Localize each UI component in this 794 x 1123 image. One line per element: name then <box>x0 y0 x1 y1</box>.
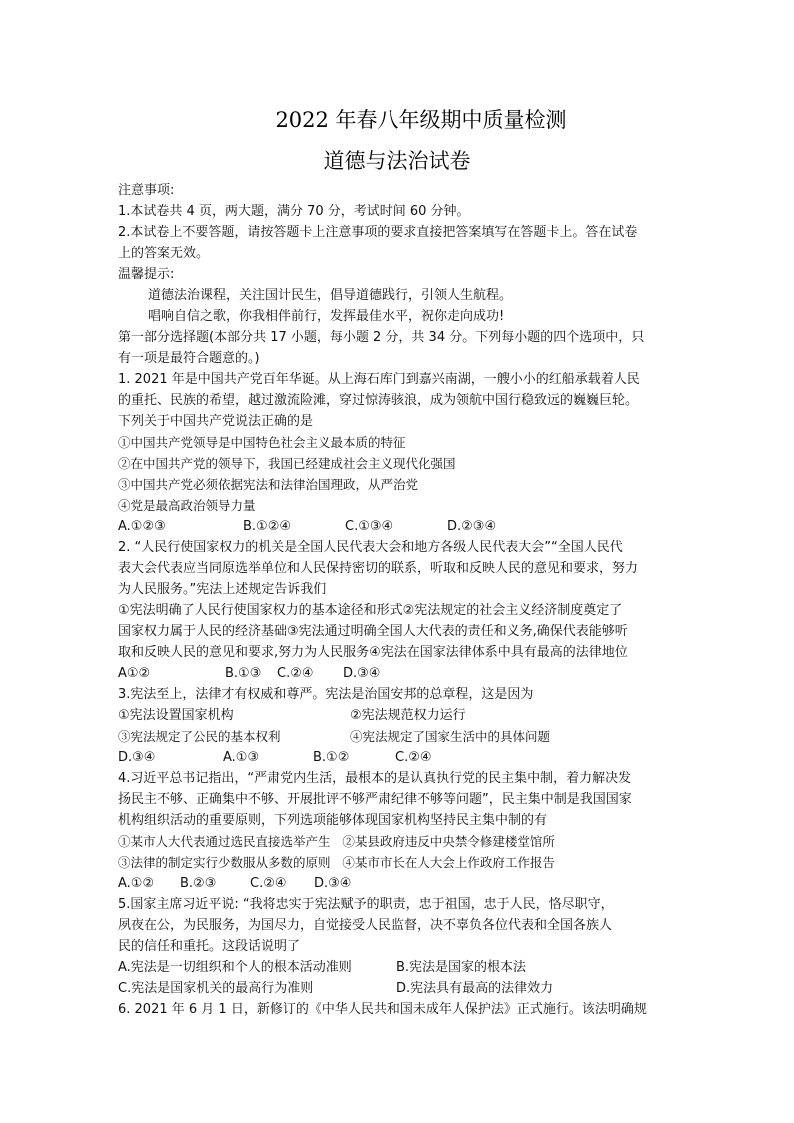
statement: ①宪法明确了人民行使国家权力的基本途径和形式②宪法规定的社会主义经济制度奠定了 <box>118 603 623 618</box>
statement: ②宪法规范权力运行 <box>350 708 466 723</box>
answer-options <box>118 749 678 767</box>
question-stem: 5.国家主席习近平说: “我将忠实于宪法赋予的职责，忠于祖国，忠于人民，恪尽职守， <box>118 897 614 912</box>
statement-row <box>118 728 678 746</box>
question-stem: 3.宪法至上，法律才有权威和尊严。宪法是治国安邦的总章程，这是因为 <box>118 687 534 702</box>
option-a: A.①②③ <box>118 519 166 534</box>
question-stem: 4.习近平总书记指出，“严肃党内生活，最根本的是认真执行党的民主集中制，着力解决发 <box>118 771 632 786</box>
statement: ④党是最高政治领导力量 <box>118 498 256 513</box>
notice-item: 2.本试卷上不要答题，请按答题卡上注意事项的要求直接把答案填写在答题卡上。答在试卷 <box>118 225 638 240</box>
statement: ①宪法设置国家机构 <box>118 708 234 723</box>
answer-options <box>118 875 678 893</box>
option-b: B.①②④ <box>243 519 292 534</box>
exam-title: 2022 年春八年级期中质量检测 <box>275 108 567 132</box>
statement: ④宪法规定了国家生活中的具体问题 <box>350 729 551 744</box>
answer-options <box>118 665 678 683</box>
section-intro: 第一部分选择题(本部分共 17 小题，每小题 2 分，共 34 分。下列每小题的四个选项中，只 <box>118 330 645 345</box>
option-c: C.②④ <box>277 666 314 681</box>
option-b: B.①② <box>313 750 350 765</box>
notice-item: 1.本试卷共 4 页，两大题，满分 70 分，考试时间 60 分钟。 <box>118 204 470 219</box>
question-stem: 2. “人民行使国家权力的机关是全国人民代表大会和地方各级人民代表大会”“全国人民代 <box>118 540 623 555</box>
option-a: A.①② <box>118 876 155 891</box>
statement: ③中国共产党必须依据宪法和法律治国理政，从严治党 <box>118 477 419 492</box>
question-stem: 表大会代表应当同原选举单位和人民保持密切的联系，听取和反映人民的意见和要求，努力 <box>118 561 639 576</box>
tips-line: 道德法治课程，关注国计民生，倡导道德践行，引领人生航程。 <box>148 288 513 303</box>
option-d: D.②③④ <box>447 519 497 534</box>
option-b: B.②③ <box>180 876 217 891</box>
statement: ③宪法规定了公民的基本权利 <box>118 729 281 744</box>
question-stem: 为人民服务。”宪法上述规定告诉我们 <box>118 582 327 597</box>
option-d: D.宪法具有最高的法律效力 <box>396 981 554 996</box>
answer-options <box>118 980 678 998</box>
statement: ③法律的制定实行少数服从多数的原则 ④某市市长在人大会上作政府工作报告 <box>118 855 555 870</box>
question-stem: 的重托、民族的希望，越过激流险滩，穿过惊涛骇浪，成为领航中国行稳致远的巍巍巨轮。 <box>118 393 639 408</box>
question-stem: 6. 2021 年 6 月 1 日，新修订的《中华人民共和国未成年人保护法》正式施行。该法明确规 <box>118 1002 647 1017</box>
statement: ①某市人大代表通过选民直接选举产生 ②某县政府违反中央禁令修建楼堂馆所 <box>118 834 555 849</box>
question-stem: 下列关于中国共产党说法正确的是 <box>118 414 314 429</box>
option-d: D.③④ <box>343 666 381 681</box>
statement: 国家权力属于人民的经济基础③宪法通过明确全国人大代表的责任和义务,确保代表能够听 <box>118 624 628 639</box>
tips-line: 唱响自信之歌，你我相伴前行，发挥最佳水平，祝你走向成功! <box>148 309 505 324</box>
answer-options <box>118 959 678 977</box>
statement-row <box>118 707 678 725</box>
answer-options <box>118 518 678 536</box>
notice-heading: 注意事项: <box>118 183 175 198</box>
option-c: C.宪法是国家机关的最高行为准则 <box>118 981 314 996</box>
question-stem: 夙夜在公，为民服务，为国尽力，自觉接受人民监督，决不辜负各位代表和全国各族人 <box>118 918 613 933</box>
option-b: B.宪法是国家的根本法 <box>396 960 527 975</box>
option-c: C.②④ <box>250 876 287 891</box>
question-stem: 1. 2021 年是中国共产党百年华诞。从上海石库门到嘉兴南湖，一艘小小的红船承载着人民 <box>118 372 640 387</box>
statement: 取和反映人民的意见和要求,努力为人民服务④宪法在国家法律体系中具有最高的法律地位 <box>118 645 628 660</box>
statement: ②在中国共产党的领导下，我国已经建成社会主义现代化强国 <box>118 456 456 471</box>
question-stem: 机构组织活动的重要原则，下列选项能够体现国家机构坚持民主集中制的有 <box>118 813 548 828</box>
option-c: C.①③④ <box>345 519 394 534</box>
section-intro: 有一项是最符合题意的。) <box>118 351 260 366</box>
option-a: A①② <box>118 666 151 681</box>
notice-item: 上的答案无效。 <box>118 246 210 261</box>
option-a: A.①③ <box>223 750 260 765</box>
tips-heading: 温馨提示: <box>118 267 175 282</box>
option-d: D.③④ <box>118 750 156 765</box>
question-stem: 扬民主不够、正确集中不够、开展批评不够严肃纪律不够等问题”，民主集中制是我国国家 <box>118 792 632 807</box>
option-a: A.宪法是一切组织和个人的根本活动准则 <box>118 960 352 975</box>
exam-subtitle: 道德与法治试卷 <box>323 149 471 173</box>
question-stem: 民的信任和重托。这段话说明了 <box>118 939 301 954</box>
option-b: B.①③ <box>225 666 262 681</box>
option-c: C.②④ <box>395 750 432 765</box>
option-d: D.③④ <box>314 876 352 891</box>
statement: ①中国共产党领导是中国特色社会主义最本质的特征 <box>118 435 406 450</box>
